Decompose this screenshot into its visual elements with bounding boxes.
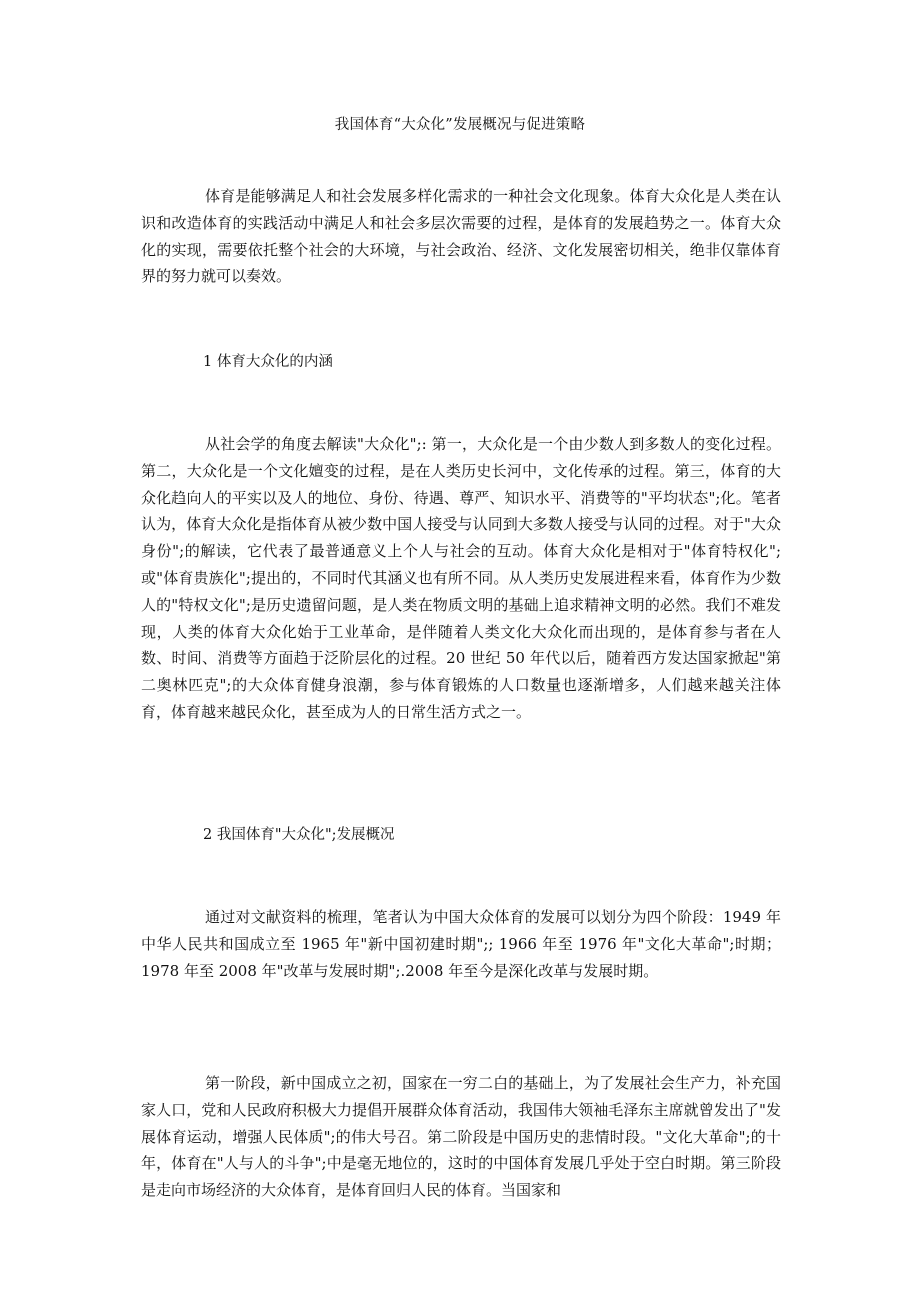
- paragraph-stages: 通过对文献资料的梳理，笔者认为中国大众体育的发展可以划分为四个阶段：1949 年中华人民共和国成立至 1965 年"新中国初建时期";; 1966 年至 1976 年"文化大革命";时期； 1978 年至 2008 年"改革与发展时期";.2008 年至今是深化改革与发展时期。: [141, 908, 781, 980]
- section-heading-2: 2 我国体育"大众化";发展概况: [203, 827, 395, 843]
- section-heading-1: 1 体育大众化的内涵: [203, 354, 333, 370]
- paragraph-first-stage: 第一阶段，新中国成立之初，国家在一穷二白的基础上，为了发展社会生产力，补充国家人口，党和人民政府积极大力提倡开展群众体育活动，我国伟大领袖毛泽东主席就曾发出了"发展体育运动，增强人民体质";的伟大号召。第二阶段是中国历史的悲情时段。"文化大革命";的十年，体育在"人与人的斗争";中是毫无地位的，这时的中国体育发展几乎处于空白时期。第三阶段是走向市场经济的大众体育，是体育回归人民的体育。当国家和: [141, 1074, 781, 1200]
- paragraph-connotation: 从社会学的角度去解读"大众化";: 第一，大众化是一个由少数人到多数人的变化过程。第二，大众化是一个文化嬗变的过程，是在人类历史长河中，文化传承的过程。第三，体育的大众化趋向人的平实以及人的地位、身份、待遇、尊严、知识水平、消费等的"平均状态";化。笔者认为，体育大众化是指体育从被少数中国人接受与认同到大多数人接受与认同的过程。对于"大众身份";的解读，它代表了最普通意义上个人与社会的互动。体育大众化是相对于"体育特权化";或"体育贵族化";提出的，不同时代其涵义也有所不同。从人类历史发展进程来看，体育作为少数人的"特权文化";是历史遗留问题，是人类在物质文明的基础上追求精神文明的必然。我们不难发现，人类的体育大众化始于工业革命，是伴随着人类文化大众化而出现的，是体育参与者在人数、时间、消费等方面趋于泛阶层化的过程。20 世纪 50 年代以后，随着西方发达国家掀起"第二奥林匹克";的大众体育健身浪潮，参与体育锻炼的人口数量也逐渐增多，人们越来越关注体育，体育越来越民众化，甚至成为人的日常生活方式之一。: [141, 435, 781, 721]
- document-title: 我国体育“大众化”发展概况与促进策略: [334, 117, 586, 133]
- paragraph-intro: 体育是能够满足人和社会发展多样化需求的一种社会文化现象。体育大众化是人类在认识和改造体育的实践活动中满足人和社会多层次需要的过程，是体育的发展趋势之一。体育大众化的实现，需要依托整个社会的大环境，与社会政治、经济、文化发展密切相关，绝非仅靠体育界的努力就可以奏效。: [141, 187, 781, 286]
